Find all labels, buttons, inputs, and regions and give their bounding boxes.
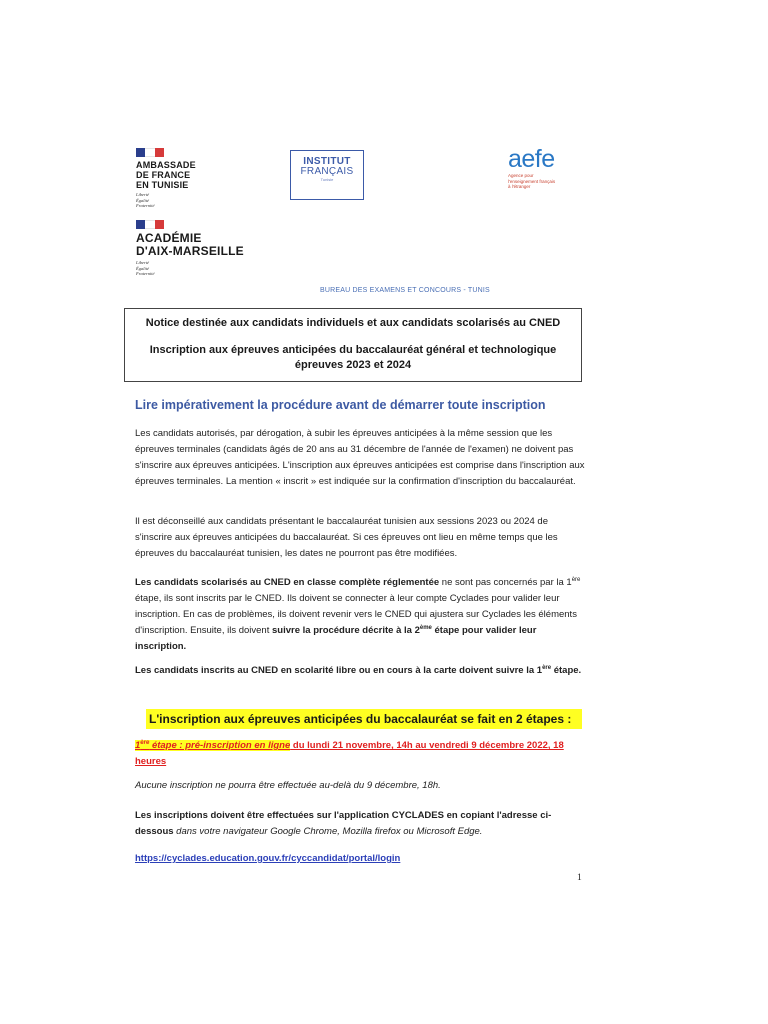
ambassade-line-1: AMBASSADE <box>136 160 196 170</box>
notice-title-line-1: Notice destinée aux candidats individuels et aux candidats scolarisés au CNED <box>145 317 561 329</box>
inscriptions-bold: Les inscriptions doivent être effectuées sur l'application CYCLADES en copiant l'adresse ci-dessous <box>135 810 552 837</box>
etape-1-num: 1 <box>135 740 141 751</box>
paragraph-4-text-b: étape. <box>551 665 582 676</box>
page-number: 1 <box>577 873 582 883</box>
etape-1-line <box>135 738 585 770</box>
notice-title-line-2b: épreuves 2023 et 2024 <box>294 359 412 371</box>
aefe-logo <box>508 146 588 190</box>
paragraph-3-sup-1: ère <box>571 576 581 583</box>
cyclades-login-link[interactable]: https://cyclades.education.gouv.fr/cyccandidat/portal/login <box>135 853 401 864</box>
paragraph-3-text-a: ne sont pas concernés par la 1 <box>439 577 572 588</box>
etapes-highlight-heading: L'inscription aux épreuves anticipées du baccalauréat se fait en 2 étapes : <box>146 709 582 729</box>
paragraph-3-text-b: étape, ils sont inscrits par le CNED. Ils doivent se connecter à leur compte Cyclades pour valider leur inscription. En cas de problèmes, ils doivent revenir vers le CNED qui ajustera sur Cyclades les éléments d'inscription. Ensuite, ils doivent <box>135 593 577 636</box>
deadline-note: Aucune inscription ne pourra être effectuée au-delà du 9 décembre, 18h. <box>135 780 441 791</box>
notice-title-box <box>124 308 582 382</box>
motto-fraternite: Fraternité <box>136 203 155 208</box>
institut-line-1: INSTITUT <box>303 156 351 167</box>
etape-1-label-text: étape : pré-inscription en ligne <box>149 740 291 751</box>
paragraph-2: Il est déconseillé aux candidats présentant le baccalauréat tunisien aux sessions 2023 ou 2024 de s'inscrire aux épreuves anticipées du baccalauréat. Si ces épreuves ont lieu en même temps que les épreuves du baccalauréat tunisien, les dates ne pourront pas être modifiées. <box>135 516 558 559</box>
motto-liberte: Liberté <box>136 260 149 265</box>
paragraph-3-sup-2: ème <box>419 624 432 631</box>
paragraph-3-bold-start: Les candidats scolarisés au CNED en classe complète réglementée <box>135 577 440 588</box>
institut-line-2: FRANÇAIS <box>300 166 354 177</box>
aefe-tagline-line-3: à l'étranger <box>508 184 531 189</box>
paragraph-4-text-a: Les candidats inscrits au CNED en scolarité libre ou en cours à la carte doivent suivre la 1 <box>135 665 543 676</box>
academie-line-1: ACADÉMIE <box>136 231 202 245</box>
motto-egalite: Égalité <box>136 265 149 271</box>
institut-line-3: Tunisie <box>320 177 334 182</box>
notice-title-line-2a: Inscription aux épreuves anticipées du baccalauréat général et technologique <box>149 344 557 356</box>
etape-1-label <box>135 740 290 751</box>
motto-fraternite: Fraternité <box>136 271 155 276</box>
ambassade-logo <box>136 148 256 209</box>
institut-francais-logo <box>290 150 364 200</box>
french-flag-icon <box>136 148 164 157</box>
ambassade-line-2: DE FRANCE <box>136 170 191 180</box>
etape-1-dates: du lundi 21 novembre, 14h au vendredi 9 décembre 2022, 18 heures <box>135 740 564 767</box>
inscriptions-instructions <box>135 808 585 840</box>
aefe-wordmark: aefe <box>508 145 555 173</box>
paragraph-4-sup: ère <box>542 664 552 671</box>
academie-motto <box>136 260 276 277</box>
paragraph-3-bold-tail: étape pour valider leur inscription. <box>135 625 537 652</box>
inscriptions-italic: dans votre navigateur Google Chrome, Mozilla firefox ou Microsoft Edge. <box>173 826 483 837</box>
academie-logo <box>136 220 276 277</box>
ambassade-line-3: EN TUNISIE <box>136 180 189 190</box>
aefe-tagline <box>508 173 588 190</box>
aefe-tagline-line-1: Agence pour <box>508 173 534 178</box>
paragraph-1: Les candidats autorisés, par dérogation, à subir les épreuves anticipées à la même session que les épreuves terminales (candidats âgés de 20 ans au 31 décembre de l'année de l'examen) ne doivent pas s'inscrire aux épreuves anticipées. L'inscription aux épreuves anticipées est comprise dans l'inscription aux épreuves terminales. La mention « inscrit » est indiquée sur la confirmation d'inscription du baccalauréat. <box>135 428 585 487</box>
section-title: Lire impérativement la procédure avant de démarrer toute inscription <box>135 398 546 412</box>
paragraph-3 <box>135 575 585 655</box>
etape-1-sup: ère <box>140 739 150 746</box>
bureau-examens-heading: BUREAU DES EXAMENS ET CONCOURS - TUNIS <box>320 287 490 294</box>
aefe-tagline-line-2: l'enseignement français <box>508 178 556 184</box>
french-flag-icon <box>136 220 164 229</box>
paragraph-3-bold-end: suivre la procédure décrite à la 2 <box>272 625 420 636</box>
notice-title-line-2 <box>125 343 581 373</box>
academie-line-2: D'AIX-MARSEILLE <box>136 244 244 258</box>
motto-egalite: Égalité <box>136 197 149 203</box>
motto-liberte: Liberté <box>136 192 149 197</box>
ambassade-motto <box>136 192 256 209</box>
paragraph-4 <box>135 663 585 679</box>
